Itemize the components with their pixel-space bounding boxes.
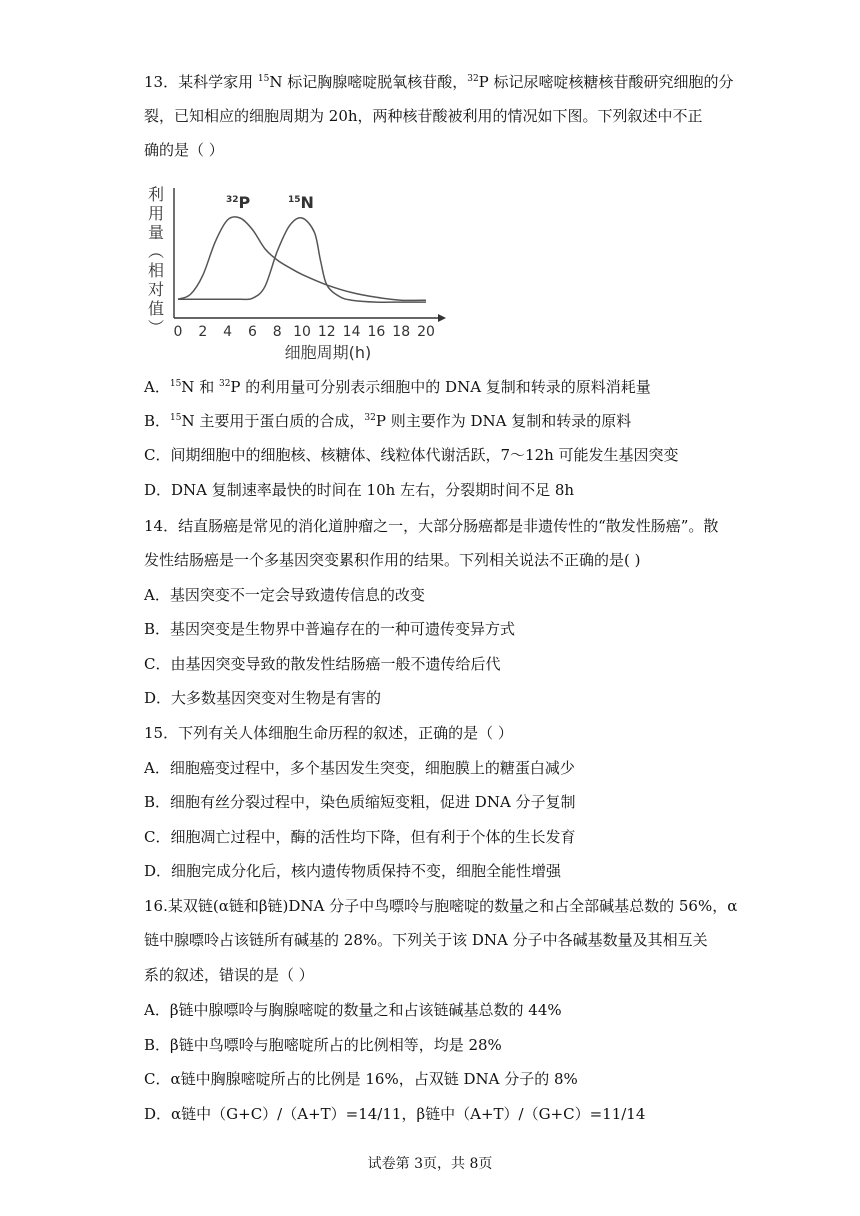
q16-option-b[interactable]: B．β链中鸟嘌呤与胞嘧啶所占的比例相等，均是 28%: [144, 1036, 502, 1054]
option-sup: 15: [170, 413, 182, 423]
q16-stem-line-2: 链中腺嘌呤占该链所有碱基的 28%。下列关于该 DNA 分子中各碱基数量及其相互关: [144, 931, 708, 949]
q16-option-a[interactable]: A．β链中腺嘌呤与胸腺嘧啶的数量之和占该链碱基总数的 44%: [144, 1001, 562, 1019]
x-tick-label: 14: [342, 324, 361, 340]
q14-option-d[interactable]: D．大多数基因突变对生物是有害的: [144, 689, 382, 707]
option-text: N 和: [181, 378, 219, 396]
utilization-chart: [140, 178, 450, 366]
q13-sup-32: 32: [467, 74, 479, 84]
x-tick-label: 6: [247, 324, 257, 340]
series-label-sup: 32: [226, 195, 239, 205]
y-axis-label-char: 值: [147, 299, 165, 318]
q16-option-c[interactable]: C．α链中胸腺嘧啶所占的比例是 16%，占双链 DNA 分子的 8%: [144, 1070, 578, 1088]
x-tick-label: 16: [367, 324, 386, 340]
x-tick-label: 2: [198, 324, 208, 340]
q14-option-c[interactable]: C．由基因突变导致的散发性结肠癌一般不遗传给后代: [144, 655, 501, 673]
y-axis-label: [146, 185, 165, 335]
y-axis-label-char: 利: [147, 185, 165, 204]
x-tick-label: 12: [317, 324, 336, 340]
series-label-15N: [288, 193, 314, 212]
x-tick-label: 8: [272, 324, 282, 340]
option-sup: 15: [169, 379, 182, 389]
y-axis-label-char: ）: [146, 318, 165, 336]
x-tick-label: 0: [173, 324, 183, 340]
q13-option-b[interactable]: [144, 411, 631, 431]
series-labels: [226, 193, 314, 212]
option-text: N 主要用于蛋白质的合成，: [181, 412, 365, 430]
q13-stem-line-2: 裂，已知相应的细胞周期为 20h，两种核苷酸被利用的情况如下图。下列叙述中不正: [144, 107, 703, 125]
q13-option-c[interactable]: C．间期细胞中的细胞核、核糖体、线粒体代谢活跃，7～12h 可能发生基因突变: [144, 446, 679, 464]
x-tick-label: 10: [293, 324, 311, 340]
q14-stem-line-2: 发性结肠癌是一个多基因突变累积作用的结果。下列相关说法不正确的是( ): [144, 551, 641, 569]
x-tick-label: 20: [417, 324, 435, 340]
series-line-32P: [178, 217, 426, 301]
y-axis-label-char: 相: [147, 261, 165, 280]
q13-option-d[interactable]: D．DNA 复制速率最快的时间在 10h 左右，分裂期时间不足 8h: [144, 481, 575, 499]
x-axis-label: 细胞周期(h): [284, 343, 372, 362]
option-text: P 则主要作为 DNA 复制和转录的原料: [375, 412, 632, 430]
q15-option-b[interactable]: B．细胞有丝分裂过程中，染色质缩短变粗，促进 DNA 分子复制: [144, 793, 576, 811]
series-lines: [178, 217, 426, 302]
q16-stem-line-3: 系的叙述，错误的是（ ）: [144, 966, 314, 984]
option-sup: 32: [218, 379, 231, 389]
q13-text-b: N 标记胸腺嘧啶脱氧核苷酸，: [269, 73, 468, 91]
q13-option-a[interactable]: [144, 377, 651, 397]
q13-stem-line-1: [144, 72, 734, 92]
option-sup: 32: [364, 413, 376, 423]
x-axis-arrow: [438, 314, 446, 322]
q14-option-a[interactable]: A．基因突变不一定会导致遗传信息的改变: [144, 586, 425, 604]
q13-text-c: P 标记尿嘧啶核糖核苷酸研究细胞的分: [478, 73, 734, 91]
q15-option-a[interactable]: A．细胞癌变过程中，多个基因发生突变，细胞膜上的糖蛋白减少: [144, 759, 575, 777]
y-axis-label-char: 量: [147, 223, 165, 242]
q16-option-d[interactable]: D．α链中（G+C）/（A+T）=14/11，β链中（A+T）/（G+C）=11/14: [144, 1105, 646, 1123]
chart-svg: [140, 178, 450, 366]
q16-stem-line-1: 16.某双链(α链和β链)DNA 分子中鸟嘌呤与胞嘧啶的数量之和占全部碱基总数的 56%，α: [144, 897, 738, 915]
series-label-sup: 15: [288, 195, 301, 205]
x-tick-label: 18: [392, 324, 411, 340]
q15-option-c[interactable]: C．细胞凋亡过程中，酶的活性均下降，但有利于个体的生长发育: [144, 828, 576, 846]
x-tick-label: 4: [223, 324, 233, 340]
series-label-main: N: [300, 193, 314, 212]
page-footer: 试卷第 3页，共 8页: [367, 1156, 493, 1172]
series-label-main: P: [238, 193, 251, 212]
x-ticks: [174, 324, 435, 340]
y-axis-label-char: （: [146, 242, 165, 260]
y-axis-label-char: 对: [147, 280, 165, 299]
option-text: P 的利用量可分别表示细胞中的 DNA 复制和转录的原料消耗量: [230, 378, 651, 396]
q14-stem-line-1: 14．结直肠癌是常见的消化道肿瘤之一，大部分肠癌都是非遗传性的“散发性肠癌”。散: [144, 517, 719, 535]
option-prefix: B．: [144, 412, 171, 430]
q14-option-b[interactable]: B．基因突变是生物界中普遍存在的一种可遗传变异方式: [144, 620, 516, 638]
q15-option-d[interactable]: D．细胞完成分化后，核内遗传物质保持不变，细胞全能性增强: [144, 862, 562, 880]
q15-stem-line-1: 15．下列有关人体细胞生命历程的叙述，正确的是（ ）: [144, 724, 513, 742]
series-label-32P: [226, 193, 251, 212]
y-axis-label-char: 用: [147, 204, 165, 223]
q13-sup-15: 15: [257, 74, 270, 84]
q13-text-a: 13．某科学家用: [144, 73, 258, 91]
option-prefix: A．: [144, 378, 170, 396]
q13-stem-line-3: 确的是（ ）: [144, 141, 224, 159]
series-line-15N: [178, 218, 426, 302]
